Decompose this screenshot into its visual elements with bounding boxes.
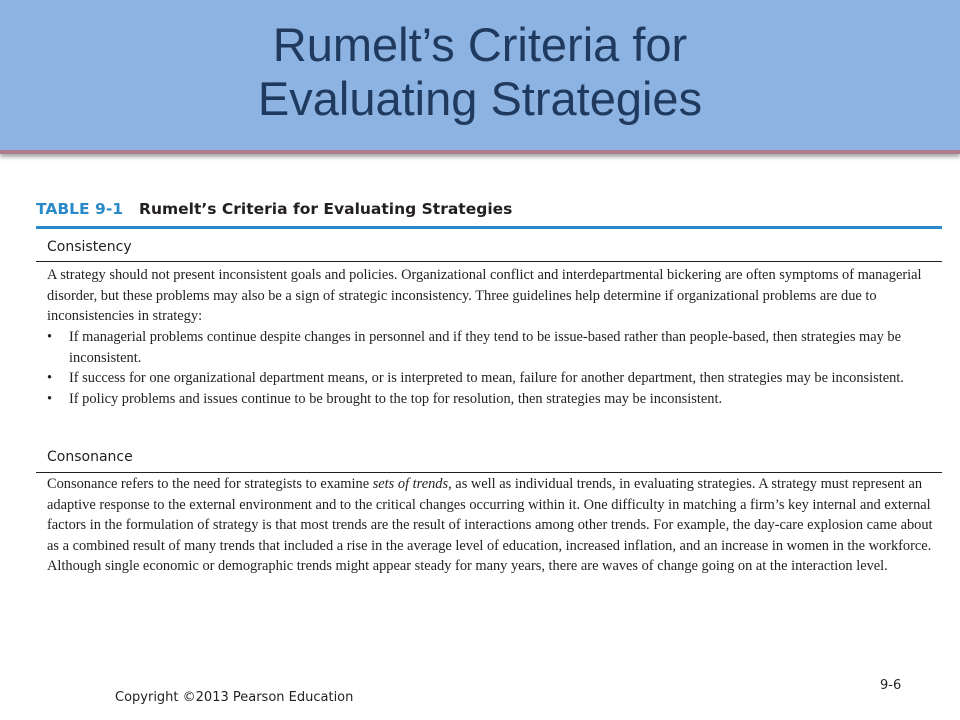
consistency-bullet [47, 327, 937, 368]
table-top-rule [36, 226, 942, 229]
consistency-heading: Consistency [47, 239, 132, 255]
slide-title-line-2: Evaluating Strategies [257, 72, 703, 125]
page-number: 9-6 [880, 678, 902, 693]
consonance-heading: Consonance [47, 449, 133, 465]
table-caption: Rumelt’s Criteria for Evaluating Strategies [139, 200, 513, 218]
consonance-italic-phrase: sets of trends [372, 476, 449, 492]
consonance-text-start: Consonance refers to the need for strategists to examine [47, 476, 373, 492]
bullet-text: If policy problems and issues continue to be brought to the top for resolution, then strategies may be inconsistent. [69, 390, 723, 407]
table-heading [36, 200, 512, 218]
consistency-rule [36, 261, 942, 262]
bullet-text: If managerial problems continue despite changes in personnel and if they tend to be issue-based rather than people-based, then strategies may be inconsistent. [69, 329, 901, 366]
footer-copyright: Copyright ©2013 Pearson Education [115, 690, 354, 705]
bullet-text: If success for one organizational department means, or is interpreted to mean, failure for another department, then strategies may be inconsistent. [69, 370, 904, 386]
consistency-bullet [47, 389, 937, 410]
consistency-bullet-list [47, 327, 937, 409]
slide-title-line-1: Rumelt’s Criteria for [272, 18, 688, 71]
consonance-paragraph [47, 474, 935, 577]
bullet-dot: • [47, 390, 53, 407]
slide-title [0, 18, 960, 126]
consonance-rule [36, 472, 942, 473]
table-number: TABLE 9-1 [36, 200, 124, 218]
consistency-bullet [47, 368, 937, 389]
bullet-dot: • [47, 370, 53, 386]
bullet-dot: • [47, 329, 53, 345]
consistency-paragraph: A strategy should not present inconsistent goals and policies. Organizational conflict and interdepartmental bickering are often symptoms of managerial disorder, but these problems may also be a sign of strategic inconsistency. Three guidelines help determine if organizational problems are due to inconsistencies in strategy: [47, 267, 922, 324]
consonance-text-end: , as well as individual trends, in evaluating strategies. A strategy must represent an adaptive response to the external environment and to the critical changes occurring within it. One difficulty in matching a firm’s key internal and external factors in the formulation of strategy is that most trends are the result of interactions among other trends. For example, the day-care explosion came about as a combined result of many trends that included a rise in the average level of education, increased inflation, and an increase in women in the workforce. Although single economic or demographic trends might appear steady for many years, there are waves of change going on at the interaction level. [47, 476, 933, 574]
